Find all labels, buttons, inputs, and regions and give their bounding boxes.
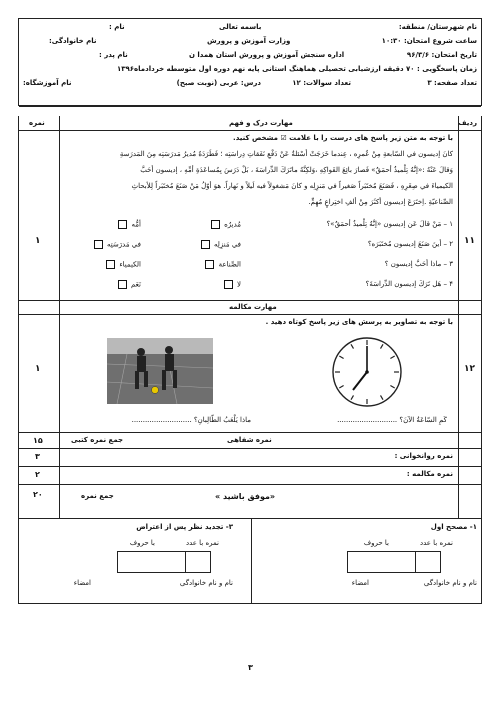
ministry-name: وزارت آموزش و پرورش xyxy=(207,37,291,45)
c1-sign-label: امضاء xyxy=(351,579,369,587)
page-count: تعداد صفحه: ۳ xyxy=(427,79,477,87)
start-time: ساعت شروع امتحان: ۱۰:۳۰ xyxy=(381,37,477,45)
checkbox[interactable] xyxy=(205,260,214,269)
checkbox[interactable] xyxy=(106,260,115,269)
hour-hand xyxy=(353,372,367,390)
section-conversation: مهارت مکالمه xyxy=(229,303,277,311)
exam-duration: زمان پاسخگویی : ۷۰ دقیقه ارزشیابی تحصیلی هماهنگ استانی پایه نهم دوره اول متوسطه خردادماه۱۳۹۶ xyxy=(116,65,477,73)
question-count: تعداد سوالات: ۱۲ xyxy=(292,79,351,87)
q11-passage-line-4: الصِّناعيّةِ .اِختَرَعَ إديسون أكثَرَ مِنْ ألفِ اختِراعٍ مُهِمٍّ. xyxy=(308,198,453,206)
q11-item-2-option-a[interactable]: في مَنزِلِه xyxy=(201,240,241,249)
bismillah: باسمه تعالی xyxy=(219,23,262,31)
reading-score-label: نمره روانخوانی : xyxy=(394,452,453,460)
city-label: نام شهرستان/ منطقه: xyxy=(398,23,477,31)
q11-item-2: ۲ – أينَ صَنَعَ إديسون مُختَبَرَه؟ xyxy=(367,240,453,248)
grand-total-value: ۲۰ xyxy=(33,490,43,499)
q11-item-3-option-b[interactable]: الكيمياء xyxy=(106,260,141,269)
q11-item-4-option-b[interactable]: نَعَم xyxy=(118,280,141,289)
checkbox[interactable] xyxy=(118,220,127,229)
c2-score-box[interactable] xyxy=(117,551,211,573)
q11-number: ۱۱ xyxy=(464,236,475,246)
q12-clock-question: كَمِ السّاعَةُ الآنَ؟ ........................... xyxy=(337,416,447,424)
reading-score-value: ۳ xyxy=(35,452,40,461)
q12-instruction: با توجه به تصاویر به پرسش های زیر پاسخ کوتاه دهید . xyxy=(265,318,453,326)
q11-item-1: ۱ – مَنْ قالَ عَن إديسون «إنَّهُ تِلْميذٌ أحمَقٌ»؟ xyxy=(326,220,453,228)
exam-header xyxy=(18,18,482,106)
q11-item-1-option-b[interactable]: أمُّه xyxy=(118,220,141,229)
q11-score: ۱ xyxy=(35,236,41,246)
col-radif: ردیف xyxy=(458,119,477,127)
q12-score: ۱ xyxy=(35,364,41,374)
exam-page xyxy=(18,18,482,672)
checkbox[interactable] xyxy=(201,240,210,249)
q11-item-4: ۴ – هَل تَرَكَ إديسون الدِّراسَةَ؟ xyxy=(365,280,453,288)
family-name-label: نام خانوادگی: xyxy=(49,37,97,45)
q11-passage-line-1: كانَ إديسون في السّابعةِ مِنْ عُمرِه ، عِندما خَرَجَتْ أسْئلةٌ عَنْ دَفْعِ نَفَقاتِ دِراسَتِه ؛ فَطَرَدَهُ مُديرُ مَدرَسَتِه مِنَ المَدرَسةِ xyxy=(119,150,453,158)
q11-item-2-option-b[interactable]: في مَدرَسَتِه xyxy=(94,240,141,249)
c1-word-label: با حروف xyxy=(363,539,389,547)
school-name-label: نام آموزشگاه: xyxy=(23,79,72,87)
checkbox[interactable] xyxy=(224,280,233,289)
oral-score-label: نمره شفاهی xyxy=(227,436,272,444)
checkbox[interactable] xyxy=(211,220,220,229)
total-written-label: جمع نمره کتبی xyxy=(71,436,124,444)
questions-table xyxy=(18,116,482,519)
subject-label: درس: عربی (نوبت صبح) xyxy=(176,79,261,87)
q11-instruction: با توجه به متن زیر پاسخ های درست را با علامت ☑ مشخص کنید. xyxy=(233,134,453,142)
c2-word-label: با حروف xyxy=(129,539,155,547)
c1-name-label: نام و نام خانوادگی xyxy=(423,579,477,587)
grand-total-label: جمع نمره xyxy=(81,492,114,500)
section-comprehension: مهارت درک و فهم xyxy=(229,119,293,127)
father-name-label: نام پدر : xyxy=(99,51,128,59)
student-name-label: نام : xyxy=(109,23,125,31)
checkbox[interactable] xyxy=(94,240,103,249)
corrector1-label: ۱- مصحح اول xyxy=(430,523,477,531)
total-written-value: ۱۵ xyxy=(33,436,43,445)
good-luck-text: «موفق باشید » xyxy=(215,492,276,501)
q11-item-3-option-a[interactable]: الصِّناعة xyxy=(205,260,241,269)
q11-passage-line-3: الكيمياءَ في صِغَرِهِ ، فَصَنَعَ مُختَبَراً صَغيراً في مَنزِلِه و كانَ مَشغولاً فيه لَيلاً و نَهاراً. هوَ أوّلُ مَنْ صَنَعَ مُختَبَراً لِلأبحاثِ xyxy=(131,182,453,190)
clock-image xyxy=(329,334,405,410)
conversation-score-value: ۲ xyxy=(35,470,40,479)
c2-num-label: نمره با عدد xyxy=(185,539,219,547)
col-score: نمره xyxy=(29,119,45,127)
q12-boys-question: ماذا يَلْعَبُ الطّالِبانِ؟ ........................... xyxy=(131,416,251,424)
corrector-section xyxy=(18,519,482,604)
c1-score-box[interactable] xyxy=(347,551,441,573)
q11-passage-line-2: وَقالَ عَنْهُ :«إنَّهُ تِلْميذٌ أحمَقٌ» فَصارَ بائِعَ الفَواكِهِ ،وَلكِنَّهُ ماتَرَكَ الدِّراسَةَ ، بَلْ دَرَسَ بِمُساعَدَةِ أمِّهِ ، إديسون أحَبَّ xyxy=(140,166,453,174)
c1-num-label: نمره با عدد xyxy=(419,539,453,547)
q12-number: ۱۲ xyxy=(464,364,475,374)
exam-date: تاریخ امتحان: ۹۶/۳/۶ xyxy=(406,51,477,59)
c2-sign-label: امضاء xyxy=(73,579,91,587)
checkbox[interactable] xyxy=(118,280,127,289)
q11-item-1-option-a[interactable]: مُديرُه xyxy=(211,220,241,229)
page-number: ۳ xyxy=(248,663,253,672)
conversation-score-label: نمره مکالمه : xyxy=(406,470,453,478)
corrector2-label: ۳- تجدید نظر پس از اعتراض xyxy=(136,523,233,531)
q11-item-4-option-a[interactable]: لا xyxy=(224,280,241,289)
football-players-image xyxy=(107,338,213,404)
c2-name-label: نام و نام خانوادگی xyxy=(179,579,233,587)
office-name: اداره سنجش آموزش و پرورش استان همدا ن xyxy=(189,51,345,59)
q11-item-3: ۳ – ماذا أحَبَّ إديسون ؟ xyxy=(384,260,453,268)
